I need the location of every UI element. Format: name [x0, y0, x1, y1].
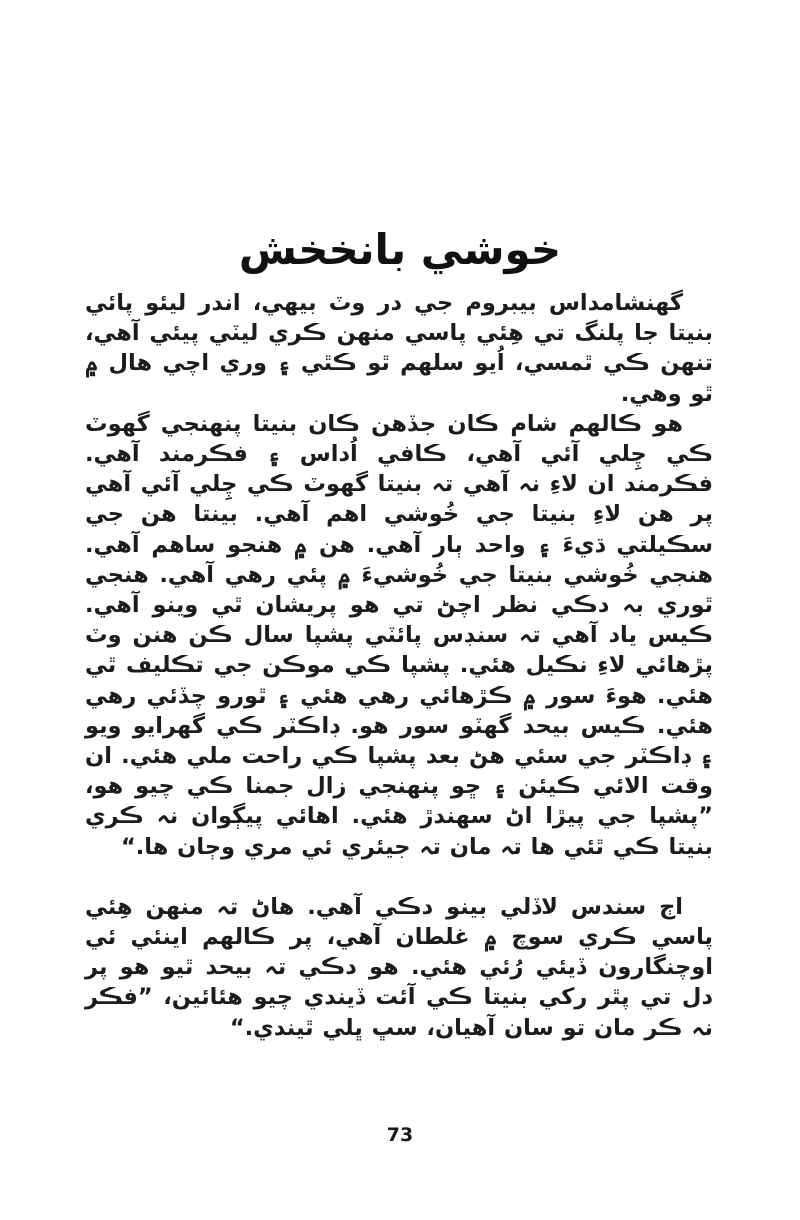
paragraph-3: اڄ سندس لاڏلي بينو دڪي آھي. ھاڻ تہ منھن ھِئي پاسي ڪري سوچ ۾ غلطان آھي، پر ڪالھم اينئي ئي اوچنگارون ڏيئي رُئي ھئي. ھو دڪي تہ بيحد ٿيو ھو پر دل تي پٿر رکي بنيتا ڪي آئت ڏيندي چيو ھئائين، ”فڪر نہ ڪر مان تو سان آھيان، سڀ ڀلي ٿيندي.“ — [85, 893, 713, 1041]
paragraph-2: ھو ڪالھم شام ڪان جڏھن ڪان بنيتا پنھنجي گھوٽ ڪي چِلي آئي آھي، ڪافي اُداس ۽ فڪرمند آھي. فڪرمند ان لاءِ نہ آھي تہ بنيتا گھوٽ ڪي چِلي آئي آھي پر ھن لاءِ بنيتا جي خُوشي اھم آھي. بينتا ھن جي سڪيلتي ڌيءَ ۽ واحد ٻار آھي. ھن ۾ ھنجو ساھم آھي. ھنجي خُوشي بنيتا جي خُوشيءَ ۾ پئي رھي آھي. ھنجي ٿوري بہ دڪي نظر اچڻ تي ھو پريشان ٿي وينو آھي. ڪيس ياد آھي تہ سنڊس پائٽي پشپا سال ڪن ھنن وٽ پڙھائي لاءِ نڪيل ھئي. پشپا ڪي موڪن جي تڪليف ٿي ھئي. ھوءَ سور ۾ ڪڙھائي رھي ھئي ۽ ٿورو چڏئي رھي ھئي. ڪيس بيحد گھٽو سور ھو. ڊاڪٽر ڪي گھرايو ويو ۽ ڊاڪٽر جي سئي ھڻ بعد پشپا ڪي راحت ملي ھئي. ان وقت الائي ڪيئن ۽ ڇو پنھنجي زال جمنا ڪي چيو ھو، ”پشپا جي پيڙا اڻ سھندڙ ھئي. اھائي پيڳوان نہ ڪري بنيتا ڪي ٿئي ھا تہ مان تہ جيئري ئي مري وڄان ھا.“ — [85, 410, 713, 860]
paragraph-1: گھنشامداس بيبروم جي در وٽ بيھي، اندر ليئو پائي بنيتا جا پلنگ تي ھِئي پاسي منھن ڪري ليٽي پيئي آھي، تنھن ڪي ٿمسي، اُيو سلھم ٿو ڪٿي ۽ وري اچي ھال ۾ ٿو وھي. — [85, 290, 713, 407]
page-number: 73 — [386, 1124, 414, 1146]
chapter-title: خوشي بانخخش — [238, 225, 562, 275]
body-text-block — [85, 288, 713, 1043]
